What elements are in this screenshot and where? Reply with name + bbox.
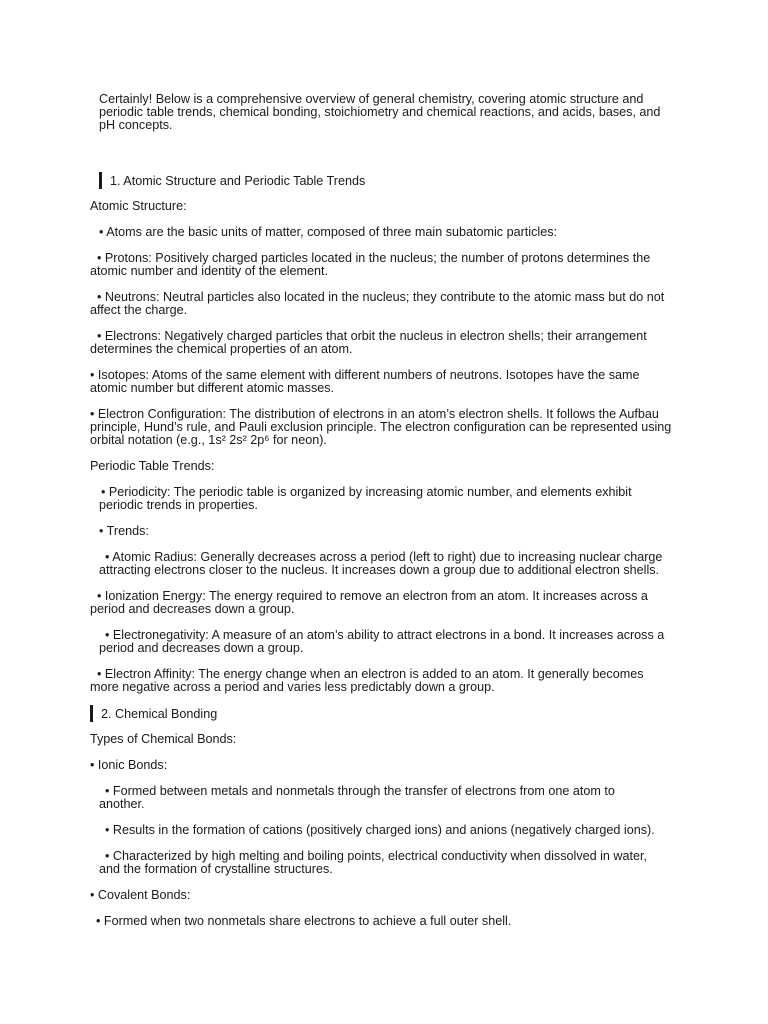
bullet-electron-affinity: • Electron Affinity: The energy change when an electron is added to an atom. It generally becomes more negative across a period and varies less predictably down a group. <box>90 667 644 694</box>
bullet-electronegativity: • Electronegativity: A measure of an atom’s ability to attract electrons in a bond. It increases across a period and decreases down a group. <box>99 628 665 655</box>
section-heading-atomic-structure: 1. Atomic Structure and Periodic Table Trends <box>110 174 366 188</box>
bullet-ionization-energy: • Ionization Energy: The energy required to remove an electron from an atom. It increases across a period and decreases down a group. <box>90 589 648 616</box>
bullet-neutrons: • Neutrons: Neutral particles also located in the nucleus; they contribute to the atomic mass but do not affect the charge. <box>90 290 665 317</box>
bullet-covalent-bonds: • Covalent Bonds: <box>90 888 191 902</box>
bullet-ionic-bonds: • Ionic Bonds: <box>90 758 168 772</box>
bullet-periodicity: • Periodicity: The periodic table is organized by increasing atomic number, and elements exhibit periodic trends in properties. <box>99 485 632 512</box>
intro-paragraph: Certainly! Below is a comprehensive overview of general chemistry, covering atomic structure and periodic table trends, chemical bonding, stoichiometry and chemical reactions, and acids, bases, and pH concepts. <box>99 92 661 132</box>
bullet-ionic-characteristics: • Characterized by high melting and boiling points, electrical conductivity when dissolved in water, and the formation of crystalline structures. <box>99 849 648 876</box>
bullet-atomic-radius: • Atomic Radius: Generally decreases across a period (left to right) due to increasing nuclear charge attracting electrons closer to the nucleus. It increases down a group due to additional electron shells. <box>99 550 663 577</box>
bullet-covalent-formed: • Formed when two nonmetals share electrons to achieve a full outer shell. <box>96 914 512 928</box>
bullet-electron-configuration: • Electron Configuration: The distribution of electrons in an atom’s electron shells. It follows the Aufbau principle, Hund’s rule, and Pauli exclusion principle. The electron configuration can be represented using orbital notation (e.g., 1s² 2s² 2p⁶ for neon). <box>90 407 672 447</box>
types-of-bonds-label: Types of Chemical Bonds: <box>90 732 237 746</box>
bullet-ionic-results: • Results in the formation of cations (positively charged ions) and anions (negatively charged ions). <box>105 823 655 837</box>
periodic-trends-label: Periodic Table Trends: <box>90 459 215 473</box>
section-marker <box>90 705 93 722</box>
bullet-electrons: • Electrons: Negatively charged particles that orbit the nucleus in electron shells; their arrangement determines the chemical properties of an atom. <box>90 329 647 356</box>
bullet-trends: • Trends: <box>99 524 149 538</box>
section-marker <box>99 172 102 189</box>
atomic-structure-label: Atomic Structure: <box>90 199 187 213</box>
bullet-ionic-formed: • Formed between metals and nonmetals through the transfer of electrons from one atom to another. <box>99 784 615 811</box>
section-heading-chemical-bonding: 2. Chemical Bonding <box>101 707 218 721</box>
bullet-isotopes: • Isotopes: Atoms of the same element with different numbers of neutrons. Isotopes have the same atomic number but different atomic masses. <box>90 368 640 395</box>
bullet-atoms: • Atoms are the basic units of matter, composed of three main subatomic particles: <box>99 225 557 239</box>
bullet-protons: • Protons: Positively charged particles located in the nucleus; the number of protons determines the atomic number and identity of the element. <box>90 251 651 278</box>
